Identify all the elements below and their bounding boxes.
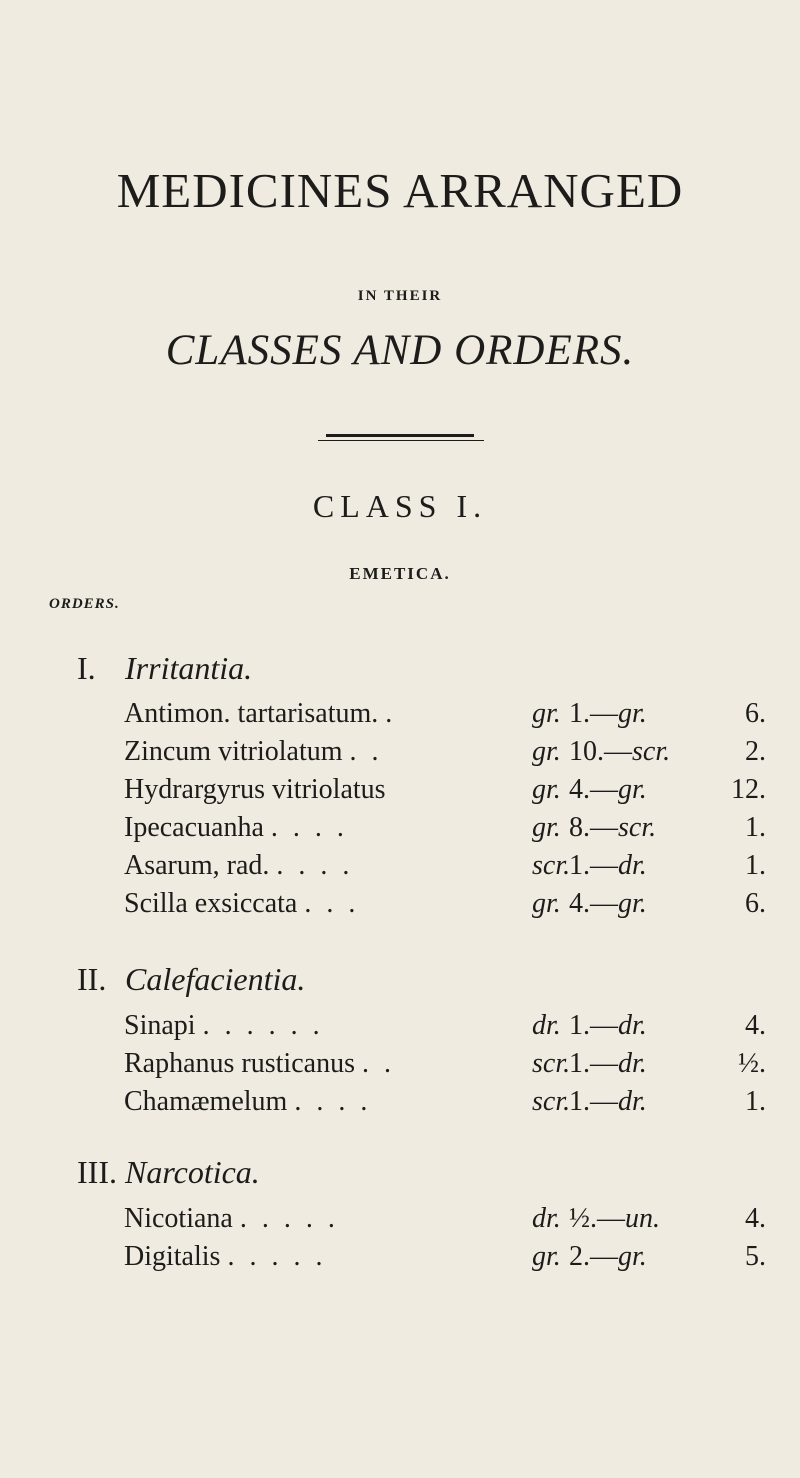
class-heading: CLASS I. [312, 488, 488, 524]
drug-name: Ipecacuanha . . . . [124, 812, 348, 843]
divider-rule [326, 434, 474, 437]
title-connector: IN THEIR [357, 288, 443, 304]
order-name: Narcotica. [125, 1154, 260, 1190]
medicine-row [124, 1239, 774, 1275]
medicine-row [124, 848, 774, 884]
dose-max: 4. [745, 1203, 766, 1234]
dose-max: 2. [745, 736, 766, 767]
dose-max: 6. [745, 888, 766, 919]
dose-unit: scr. [532, 850, 571, 881]
order-numeral: III. [77, 1154, 117, 1190]
dose-max: 1. [745, 812, 766, 843]
dose-unit: gr. [532, 888, 561, 919]
dose-unit: dr. [532, 1010, 561, 1041]
drug-name: Zincum vitriolatum . . [124, 736, 383, 767]
order-heading-narcotica [77, 1156, 260, 1188]
page-subtitle: CLASSES AND ORDERS. [165, 327, 635, 374]
medicine-row [124, 734, 774, 770]
dose-range: 8.—scr. [569, 812, 657, 843]
order-heading-irritantia [77, 652, 252, 684]
drug-name: Sinapi . . . . . . [124, 1010, 324, 1041]
dose-max: 12. [731, 774, 766, 805]
dose-range: 1.—dr. [569, 1048, 647, 1079]
dose-unit: scr. [532, 1048, 571, 1079]
dose-range: 1.—dr. [569, 1086, 647, 1117]
dose-range: 10.—scr. [569, 736, 671, 767]
dose-max: 6. [745, 698, 766, 729]
divider-rule-thin [318, 440, 484, 441]
dose-max: 4. [745, 1010, 766, 1041]
order-name: Irritantia. [125, 650, 253, 686]
medicine-row [124, 1084, 774, 1120]
order-numeral: II. [77, 961, 107, 997]
dose-unit: gr. [532, 698, 561, 729]
orders-label: ORDERS. [49, 596, 120, 612]
dose-range: 2.—gr. [569, 1241, 647, 1272]
page-title: MEDICINES ARRANGED [116, 163, 684, 218]
dose-max: 1. [745, 850, 766, 881]
order-name: Calefacientia. [125, 961, 306, 997]
dose-unit: scr. [532, 1086, 571, 1117]
drug-name: Scilla exsiccata . . . [124, 888, 360, 919]
dose-range: 1.—gr. [569, 698, 647, 729]
drug-name: Nicotiana . . . . . [124, 1203, 339, 1234]
dose-range: 1.—dr. [569, 1010, 647, 1041]
medicine-row [124, 1201, 774, 1237]
dose-unit: dr. [532, 1203, 561, 1234]
dose-unit: gr. [532, 812, 561, 843]
class-name: EMETICA. [349, 564, 451, 583]
order-numeral: I. [77, 650, 96, 686]
dose-max: 1. [745, 1086, 766, 1117]
dose-max: ½. [738, 1048, 766, 1079]
medicine-row [124, 772, 774, 808]
dose-range: 4.—gr. [569, 888, 647, 919]
dose-max: 5. [745, 1241, 766, 1272]
drug-name: Chamæmelum . . . . [124, 1086, 372, 1117]
medicine-row [124, 1008, 774, 1044]
dose-unit: gr. [532, 736, 561, 767]
dose-range: 1.—dr. [569, 850, 647, 881]
dose-range: ½.—un. [569, 1203, 660, 1234]
drug-name: Antimon. tartarisatum. . [124, 698, 397, 729]
dose-unit: gr. [532, 1241, 561, 1272]
drug-name: Digitalis . . . . . [124, 1241, 327, 1272]
order-heading-calefacientia [77, 963, 305, 995]
medicine-row [124, 810, 774, 846]
dose-range: 4.—gr. [569, 774, 647, 805]
medicine-row [124, 696, 774, 732]
medicine-row [124, 886, 774, 922]
drug-name: Asarum, rad. . . . . [124, 850, 354, 881]
medicine-row [124, 1046, 774, 1082]
drug-name: Hydrargyrus vitriolatus [124, 774, 386, 805]
dose-unit: gr. [532, 774, 561, 805]
drug-name: Raphanus rusticanus . . [124, 1048, 395, 1079]
